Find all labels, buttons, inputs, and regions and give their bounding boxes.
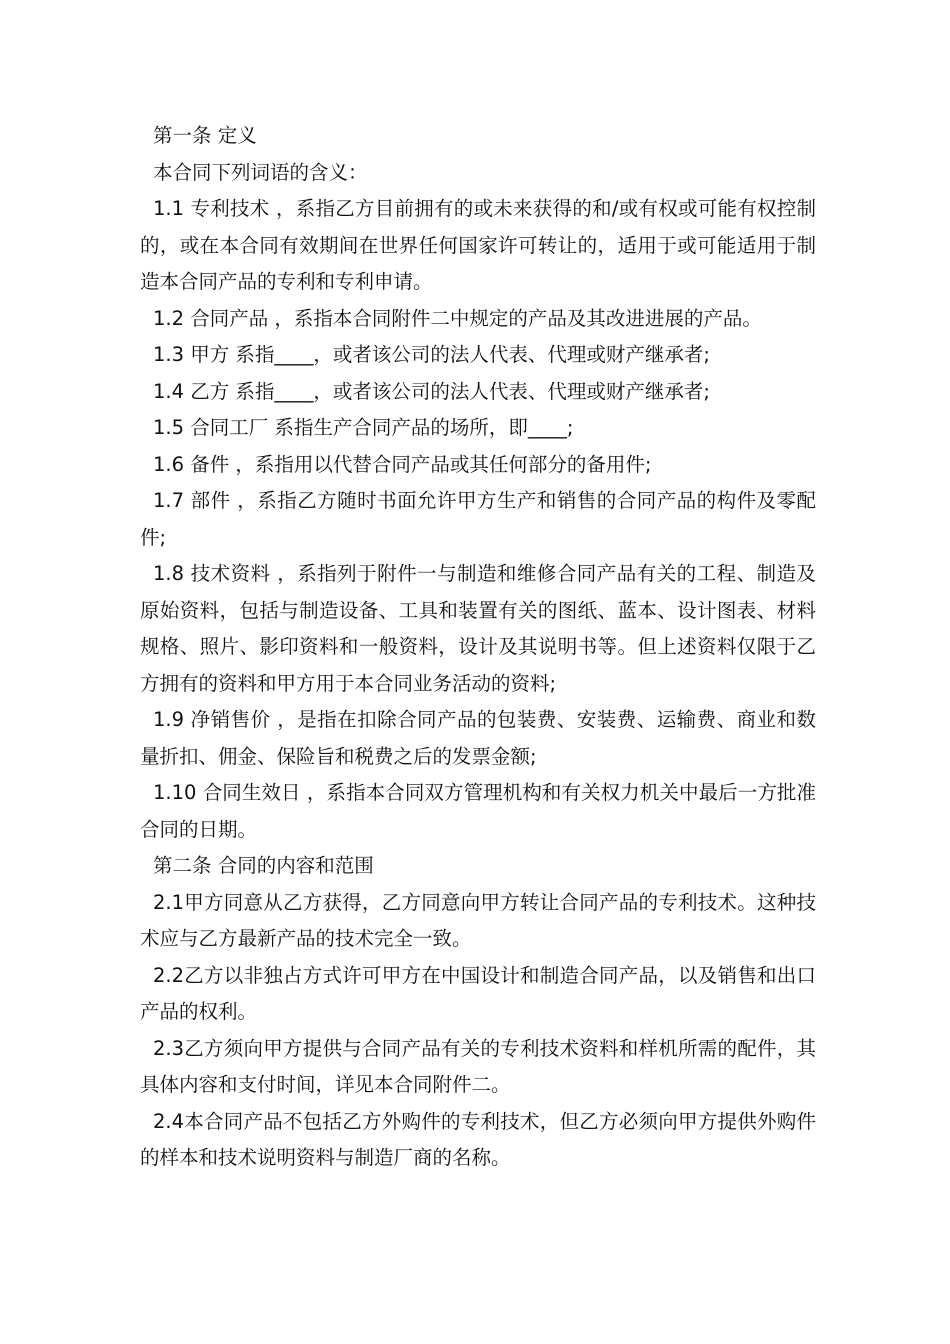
clause-2-2: 2.2乙方以非独占方式许可甲方在中国设计和制造合同产品，以及销售和出口产品的权利。 — [140, 963, 816, 1023]
clause-1-4: 1.4 乙方 系指____，或者该公司的法人代表、代理或财产继承者; — [153, 379, 710, 403]
clause-1-10: 1.10 合同生效日 ，系指本合同双方管理机构和有关权力机关中最后一方批准合同的日期。 — [140, 781, 816, 841]
definitions-intro: 本合同下列词语的含义： — [153, 160, 368, 184]
clause-1-9: 1.9 净销售价 ，是指在扣除合同产品的包装费、安装费、运输费、商业和数量折扣、佣金、保险旨和税费之后的发票金额; — [140, 708, 816, 768]
clause-2-3: 2.3乙方须向甲方提供与合同产品有关的专利技术资料和样机所需的配件，其具体内容和支付时间，详见本合同附件二。 — [140, 1036, 816, 1096]
clause-1-8: 1.8 技术资料 ，系指列于附件一与制造和维修合同产品有关的工程、制造及原始资料，包括与制造设备、工具和装置有关的图纸、蓝本、设计图表、材料规格、照片、影印资料和一般资料，设计及其说明书等。但上述资料仅限于乙方拥有的资料和甲方用于本合同业务活动的资料; — [140, 562, 816, 695]
clause-1-5: 1.5 合同工厂 系指生产合同产品的场所，即____; — [153, 416, 574, 439]
clause-1-3: 1.3 甲方 系指____，或者该公司的法人代表、代理或财产继承者; — [153, 343, 710, 366]
clause-1-7: 1.7 部件 ，系指乙方随时书面允许甲方生产和销售的合同产品的构件及零配件; — [140, 489, 816, 549]
document-body — [140, 118, 816, 1177]
clause-1-2: 1.2 合同产品 ，系指本合同附件二中规定的产品及其改进进展的产品。 — [153, 306, 762, 330]
article-2-heading: 第二条 合同的内容和范围 — [153, 854, 374, 877]
clause-1-1: 1.1 专利技术 ，系指乙方目前拥有的或未来获得的和/或有权或可能有权控制的，或在本合同有效期间在世界任何国家许可转让的，适用于或可能适用于制造本合同产品的专利和专利申请。 — [140, 197, 816, 293]
clause-1-6: 1.6 备件 ，系指用以代替合同产品或其任何部分的备用件; — [153, 452, 652, 476]
clause-2-1: 2.1甲方同意从乙方获得，乙方同意向甲方转让合同产品的专利技术。这种技术应与乙方最新产品的技术完全一致。 — [140, 890, 816, 950]
article-1-heading: 第一条 定义 — [153, 124, 257, 147]
clause-2-4: 2.4本合同产品不包括乙方外购件的专利技术，但乙方必须向甲方提供外购件的样本和技术说明资料与制造厂商的名称。 — [140, 1109, 816, 1169]
